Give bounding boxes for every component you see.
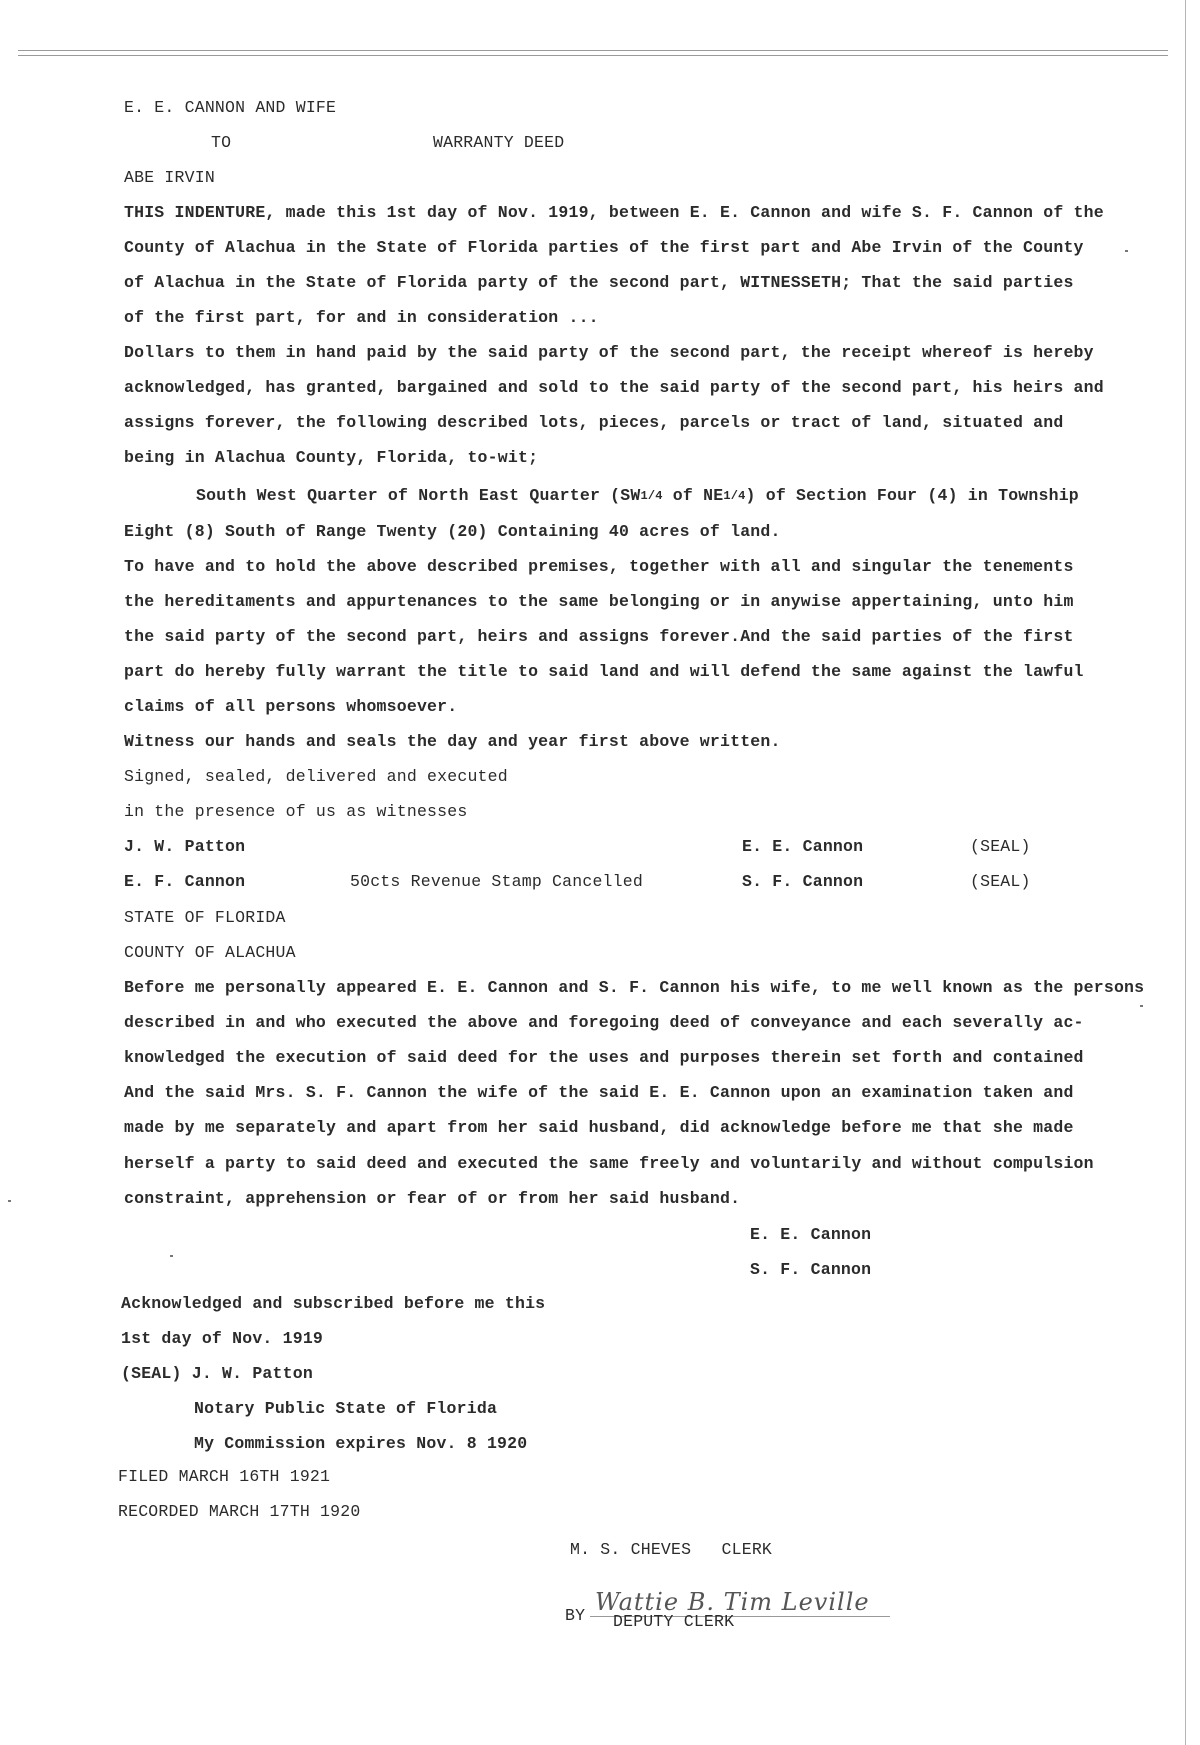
property-description-line2: Eight (8) South of Range Twenty (20) Containing 40 acres of land. xyxy=(124,522,781,541)
clerk-name: M. S. CHEVES CLERK xyxy=(570,1540,773,1559)
notary-line: (SEAL) J. W. Patton xyxy=(121,1364,313,1383)
grantee-heading: ABE IRVIN xyxy=(124,168,215,187)
fraction: 1/4 xyxy=(723,489,746,503)
grantor-signature-1: E. E. Cannon xyxy=(742,837,864,856)
to-heading: TO xyxy=(211,133,232,152)
top-rule xyxy=(18,50,1168,51)
acknowledgment-line: constraint, apprehension or fear of or from her said husband. xyxy=(124,1189,741,1208)
property-text: South West Quarter of North East Quarter (SW xyxy=(196,486,641,505)
notary-line: My Commission expires Nov. 8 1920 xyxy=(194,1434,528,1453)
witness-1: J. W. Patton xyxy=(124,837,246,856)
habendum-line: the hereditaments and appurtenances to the same belonging or in anywise appertaining, unto him xyxy=(124,592,1074,611)
revenue-stamp: 50cts Revenue Stamp Cancelled xyxy=(350,872,643,891)
grantor-signature-2: S. F. Cannon xyxy=(742,872,864,891)
property-text: of NE xyxy=(662,486,724,505)
habendum-line: Signed, sealed, delivered and executed xyxy=(124,767,508,786)
document-type: WARRANTY DEED xyxy=(433,133,565,152)
grantor-heading: E. E. CANNON AND WIFE xyxy=(124,98,337,117)
acknowledgment-line: herself a party to said deed and executed the same freely and voluntarily and without compulsion xyxy=(124,1154,1094,1173)
filed-date: FILED MARCH 16TH 1921 xyxy=(118,1467,331,1486)
acknowledgment-line: made by me separately and apart from her said husband, did acknowledge before me that she made xyxy=(124,1118,1074,1137)
property-text: ) of Section Four (4) in Township xyxy=(745,486,1079,505)
body-line: County of Alachua in the State of Florida parties of the first part and Abe Irvin of the County xyxy=(124,238,1084,257)
body-line: being in Alachua County, Florida, to-wit; xyxy=(124,448,539,467)
fraction: 1/4 xyxy=(640,489,663,503)
witness-2: E. F. Cannon xyxy=(124,872,246,891)
by-label: BY xyxy=(565,1606,586,1625)
county-heading: COUNTY OF ALACHUA xyxy=(124,943,296,962)
acknowledgment-line: knowledged the execution of said deed for the uses and purposes therein set forth and contained xyxy=(124,1048,1084,1067)
acknowledgment-line: Before me personally appeared E. E. Cannon and S. F. Cannon his wife, to me well known as the persons xyxy=(124,978,1145,997)
scan-speck xyxy=(1125,250,1128,252)
notary-line: 1st day of Nov. 1919 xyxy=(121,1329,324,1348)
notary-line: Acknowledged and subscribed before me this xyxy=(121,1294,546,1313)
deputy-clerk-label: DEPUTY CLERK xyxy=(613,1612,735,1631)
body-line: assigns forever, the following described lots, pieces, parcels or tract of land, situated and xyxy=(124,413,1064,432)
habendum-line: claims of all persons whomsoever. xyxy=(124,697,458,716)
state-heading: STATE OF FLORIDA xyxy=(124,908,286,927)
seal-mark: (SEAL) xyxy=(970,872,1031,891)
scan-speck xyxy=(1140,1005,1143,1007)
acknowledgment-line: And the said Mrs. S. F. Cannon the wife of the said E. E. Cannon upon an examination taken and xyxy=(124,1083,1074,1102)
habendum-line: in the presence of us as witnesses xyxy=(124,802,468,821)
scan-speck xyxy=(8,1200,11,1202)
body-line: of Alachua in the State of Florida party of the second part, WITNESSETH; That the said parties xyxy=(124,273,1074,292)
body-line: THIS INDENTURE, made this 1st day of Nov. 1919, between E. E. Cannon and wife S. F. Cannon of the xyxy=(124,203,1104,222)
habendum-line: the said party of the second part, heirs and assigns forever.And the said parties of the first xyxy=(124,627,1074,646)
seal-mark: (SEAL) xyxy=(970,837,1031,856)
top-rule xyxy=(18,55,1168,56)
ack-signer-2: S. F. Cannon xyxy=(750,1260,872,1279)
property-description xyxy=(196,486,1079,506)
ack-signer-1: E. E. Cannon xyxy=(750,1225,872,1244)
scan-speck xyxy=(170,1255,173,1257)
habendum-line: Witness our hands and seals the day and year first above written. xyxy=(124,732,781,751)
page-edge xyxy=(1185,0,1186,1745)
body-line: acknowledged, has granted, bargained and sold to the said party of the second part, his heirs and xyxy=(124,378,1104,397)
habendum-line: part do hereby fully warrant the title to said land and will defend the same against the lawful xyxy=(124,662,1084,681)
notary-line: Notary Public State of Florida xyxy=(194,1399,498,1418)
recorded-date: RECORDED MARCH 17TH 1920 xyxy=(118,1502,361,1521)
body-line: of the first part, for and in consideration ... xyxy=(124,308,599,327)
habendum-line: To have and to hold the above described premises, together with all and singular the tenements xyxy=(124,557,1074,576)
deputy-signature: Wattie B. Tim Leville xyxy=(595,1588,870,1616)
body-line: Dollars to them in hand paid by the said party of the second part, the receipt whereof is hereby xyxy=(124,343,1094,362)
acknowledgment-line: described in and who executed the above and foregoing deed of conveyance and each severally ac- xyxy=(124,1013,1084,1032)
